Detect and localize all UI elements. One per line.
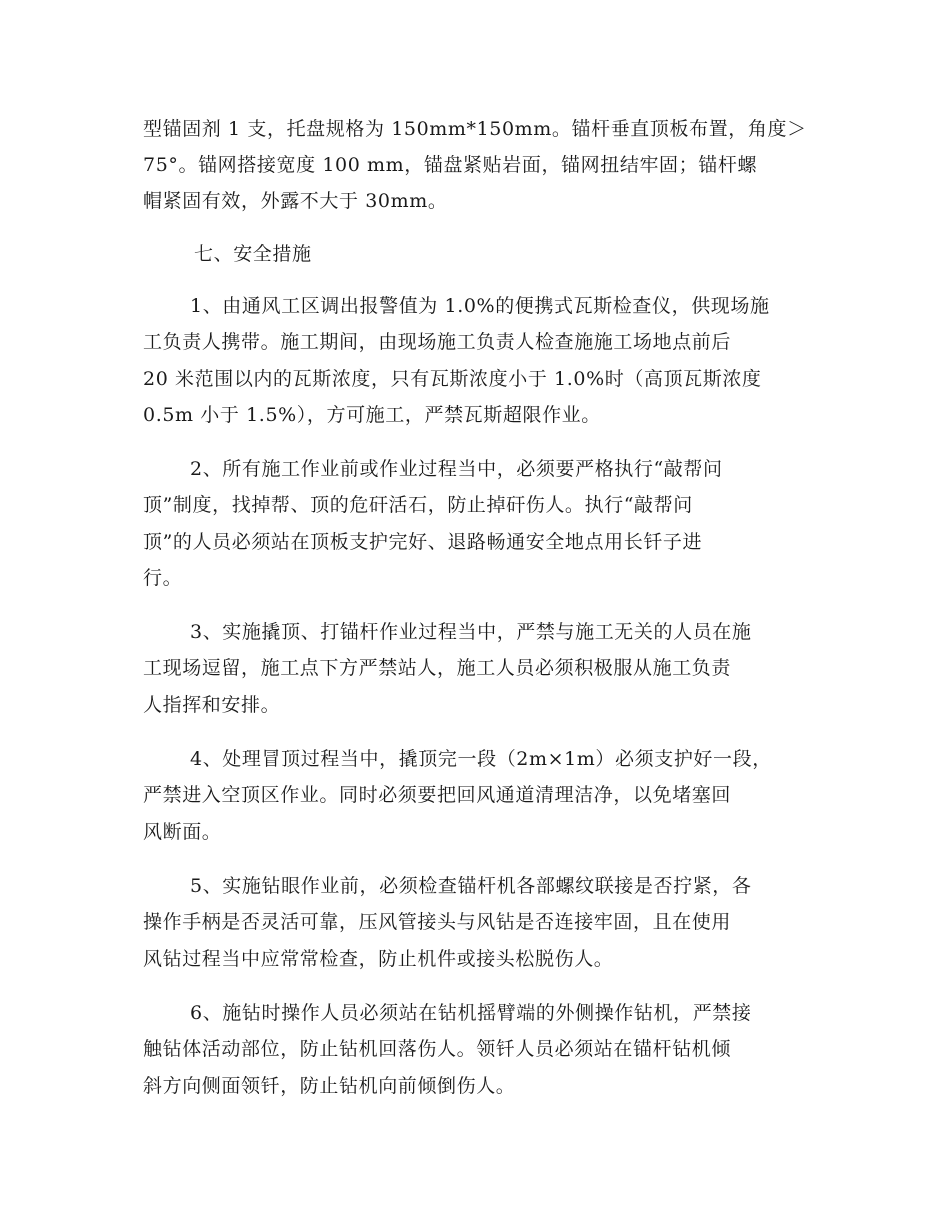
paragraph-line: 4、处理冒顶过程当中，撬顶完一段（2m×1m）必须支护好一段， bbox=[190, 748, 772, 770]
paragraph-line: 5、实施钻眼作业前，必须检查锚杆机各部螺纹联接是否拧紧，各 bbox=[190, 875, 752, 897]
paragraph-line: 1、由通风工区调出报警值为 1.0%的便携式瓦斯检查仪，供现场施 bbox=[190, 295, 770, 317]
paragraph-line: 风钻过程当中应常常检查，防止机件或接头松脱伤人。 bbox=[143, 948, 614, 970]
paragraph-line: 帽紧固有效，外露不大于 30mm。 bbox=[143, 190, 448, 212]
paragraph-line: 顶”的人员必须站在顶板支护完好、退路畅通安全地点用长钎子进 bbox=[143, 531, 703, 553]
paragraph-line: 严禁进入空顶区作业。同时必须要把回风通道清理洁净，以免堵塞回 bbox=[143, 784, 732, 806]
paragraph-line: 0.5m 小于 1.5%），方可施工，严禁瓦斯超限作业。 bbox=[143, 404, 601, 426]
paragraph-line: 触钻体活动部位，防止钻机回落伤人。领钎人员必须站在锚杆钻机倾 bbox=[143, 1038, 732, 1060]
paragraph-line: 顶”制度，找掉帮、顶的危矸活石，防止掉矸伤人。执行“敲帮问 bbox=[143, 494, 693, 516]
paragraph-line: 行。 bbox=[143, 567, 183, 589]
paragraph-line: 工现场逗留，施工点下方严禁站人，施工人员必须积极服从施工负责 bbox=[143, 657, 732, 679]
paragraph-line: 6、施钻时操作人员必须站在钻机摇臂端的外侧操作钻机，严禁接 bbox=[190, 1002, 752, 1024]
paragraph-line: 3、实施撬顶、打锚杆作业过程当中，严禁与施工无关的人员在施 bbox=[190, 621, 752, 643]
paragraph-line: 人指挥和安排。 bbox=[143, 694, 281, 716]
paragraph-line: 75°。锚网搭接宽度 100 mm，锚盘紧贴岩面，锚网扭结牢固；锚杆螺 bbox=[143, 154, 758, 176]
section-heading: 七、安全措施 bbox=[194, 243, 312, 265]
paragraph-line: 20 米范围以内的瓦斯浓度，只有瓦斯浓度小于 1.0%时（高顶瓦斯浓度 bbox=[143, 368, 762, 390]
paragraph-line: 斜方向侧面领钎，防止钻机向前倾倒伤人。 bbox=[143, 1075, 516, 1097]
paragraph-line: 工负责人携带。施工期间，由现场施工负责人检查施施工场地点前后 bbox=[143, 331, 732, 353]
paragraph-line: 型锚固剂 1 支，托盘规格为 150mm*150mm。锚杆垂直顶板布置，角度＞ bbox=[143, 118, 807, 140]
paragraph-line: 操作手柄是否灵活可靠，压风管接头与风钻是否连接牢固，且在使用 bbox=[143, 911, 732, 933]
paragraph-line: 风断面。 bbox=[143, 821, 222, 843]
paragraph-line: 2、所有施工作业前或作业过程当中，必须要严格执行“敲帮问 bbox=[190, 458, 723, 480]
